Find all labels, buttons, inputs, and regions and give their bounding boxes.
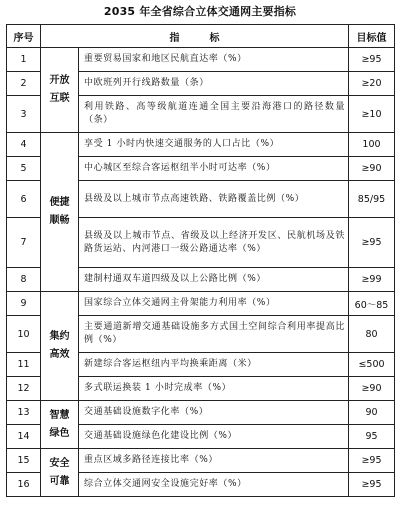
target-value: 90 xyxy=(349,401,395,425)
row-number: 1 xyxy=(7,48,41,72)
indicator-text: 新建综合客运枢纽内平均换乘距离（米） xyxy=(79,353,349,377)
indicator-text: 建制村通双车道四级及以上公路比例（%） xyxy=(79,268,349,292)
row-number: 12 xyxy=(7,377,41,401)
header-seq: 序号 xyxy=(7,25,41,48)
row-number: 7 xyxy=(7,218,41,268)
table-row xyxy=(7,133,395,157)
indicator-text: 综合立体交通网安全设施完好率（%） xyxy=(79,473,349,497)
indicator-table xyxy=(6,24,395,497)
row-number: 16 xyxy=(7,473,41,497)
category-label: 顺畅 xyxy=(49,215,70,226)
table-row xyxy=(7,48,395,72)
category-cell xyxy=(41,48,79,133)
table-row xyxy=(7,292,395,316)
category-cell xyxy=(41,292,79,401)
target-value: ≥95 xyxy=(349,449,395,473)
indicator-text: 县级及以上城市节点、省级及以上经济开发区、民航机场及铁路货运站、内河港口一级公路通达率（%） xyxy=(79,218,349,268)
target-value: 85/95 xyxy=(349,181,395,218)
category-cell xyxy=(41,401,79,449)
row-number: 5 xyxy=(7,157,41,181)
indicator-text: 交通基础设施数字化率（%） xyxy=(79,401,349,425)
indicator-text: 国家综合立体交通网主骨架能力利用率（%） xyxy=(79,292,349,316)
row-number: 4 xyxy=(7,133,41,157)
indicator-text: 重要贸易国家和地区民航直达率（%） xyxy=(79,48,349,72)
indicator-text: 多式联运换装 1 小时完成率（%） xyxy=(79,377,349,401)
indicator-text: 中心城区至综合客运枢纽半小时可达率（%） xyxy=(79,157,349,181)
category-label: 绿色 xyxy=(49,427,70,439)
target-value: ≥95 xyxy=(349,218,395,268)
row-number: 15 xyxy=(7,449,41,473)
row-number: 8 xyxy=(7,268,41,292)
indicator-text: 主要通道新增交通基础设施多方式国土空间综合利用率提高比例（%） xyxy=(79,316,349,353)
row-number: 14 xyxy=(7,425,41,449)
row-number: 10 xyxy=(7,316,41,353)
category-cell xyxy=(41,449,79,497)
header-target: 目标值 xyxy=(349,25,395,48)
target-value: 100 xyxy=(349,133,395,157)
category-label: 可靠 xyxy=(49,475,70,487)
category-label: 智慧 xyxy=(49,409,70,421)
target-value: 80 xyxy=(349,316,395,353)
row-number: 9 xyxy=(7,292,41,316)
category-cell xyxy=(41,133,79,292)
table-row xyxy=(7,401,395,425)
target-value: ≥90 xyxy=(349,377,395,401)
table-title: 2035 年全省综合立体交通网主要指标 xyxy=(103,5,297,18)
indicator-text: 利用铁路、高等级航道连通全国主要沿海港口的路径数量（条） xyxy=(79,96,349,133)
target-value: ≥10 xyxy=(349,96,395,133)
indicator-text: 县级及以上城市节点高速铁路、铁路覆盖比例（%） xyxy=(79,181,349,218)
table-header-row xyxy=(7,25,395,48)
category-label: 便捷 xyxy=(49,197,70,208)
table-body xyxy=(7,48,395,497)
category-label: 开放 xyxy=(49,75,70,86)
target-value: ≥99 xyxy=(349,268,395,292)
target-value: ≥20 xyxy=(349,72,395,96)
target-value: ≤500 xyxy=(349,353,395,377)
category-label: 安全 xyxy=(49,457,70,469)
category-label: 高效 xyxy=(49,349,70,360)
target-value: ≥90 xyxy=(349,157,395,181)
target-value: ≥95 xyxy=(349,473,395,497)
header-indicator: 指 标 xyxy=(41,25,349,48)
row-number: 6 xyxy=(7,181,41,218)
row-number: 2 xyxy=(7,72,41,96)
indicator-text: 重点区域多路径连接比率（%） xyxy=(79,449,349,473)
row-number: 13 xyxy=(7,401,41,425)
target-value: 95 xyxy=(349,425,395,449)
category-label: 集约 xyxy=(49,331,70,342)
target-value: 60～85 xyxy=(349,292,395,316)
indicator-text: 享受 1 小时内快速交通服务的人口占比（%） xyxy=(79,133,349,157)
row-number: 11 xyxy=(7,353,41,377)
table-row xyxy=(7,449,395,473)
row-number: 3 xyxy=(7,96,41,133)
indicator-text: 交通基础设施绿色化建设比例（%） xyxy=(79,425,349,449)
target-value: ≥95 xyxy=(349,48,395,72)
indicator-text: 中欧班列开行线路数量（条） xyxy=(79,72,349,96)
category-label: 互联 xyxy=(49,93,70,104)
